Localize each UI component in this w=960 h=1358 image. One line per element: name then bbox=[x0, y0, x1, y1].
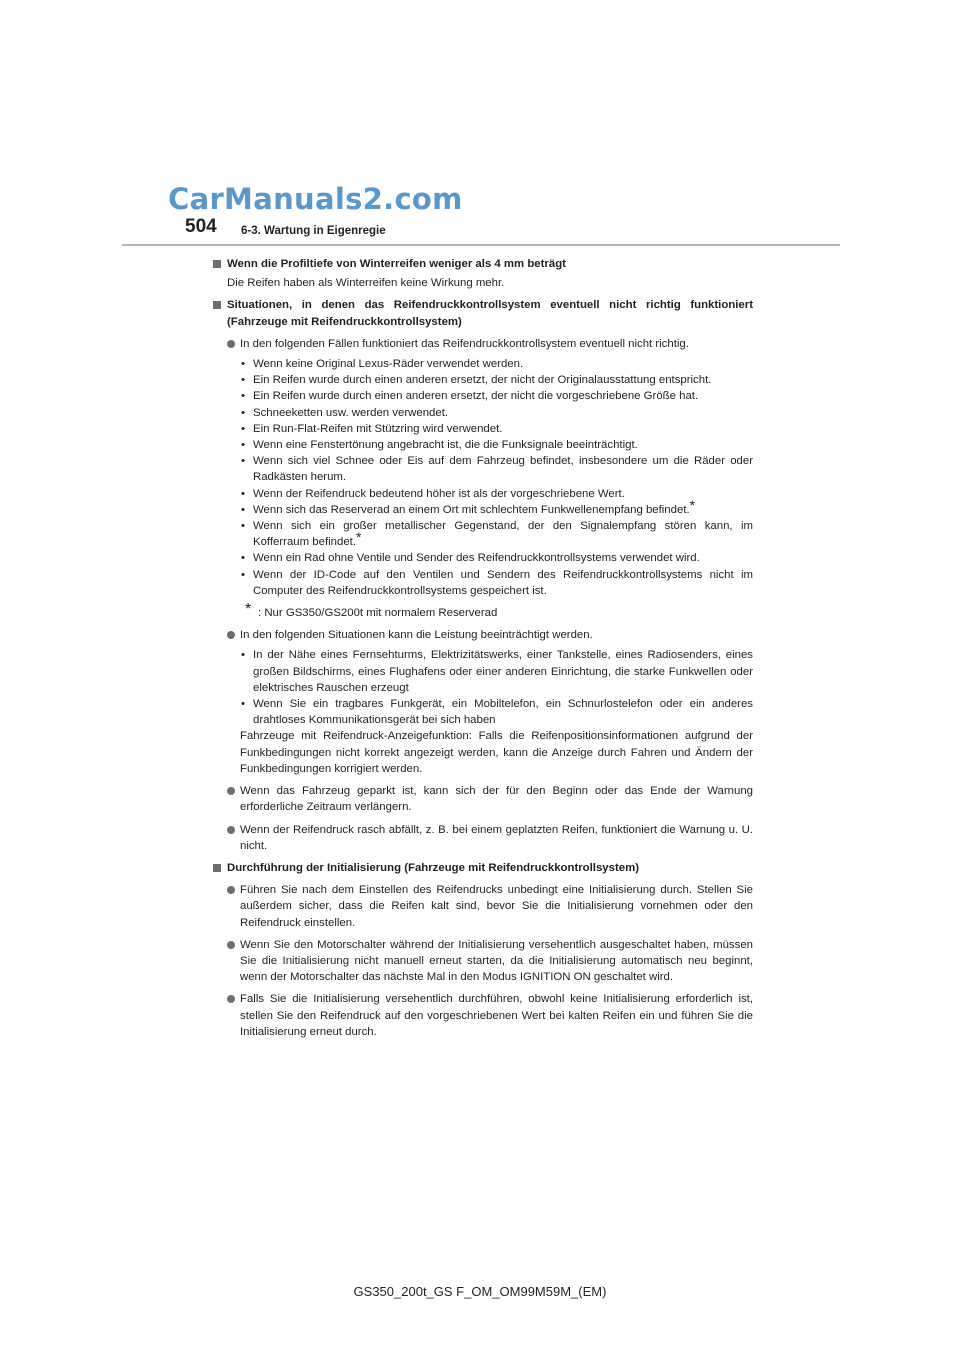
circle-bullet-icon bbox=[227, 631, 235, 639]
square-bullet-icon bbox=[213, 301, 221, 309]
sub-list-item: • Ein Reifen wurde durch einen anderen ersetzt, der nicht die vorgeschriebene Größe hat. bbox=[241, 390, 699, 403]
sub-list-item: • Wenn der Reifendruck bedeutend höher ist als der vorgeschriebene Wert. bbox=[241, 487, 625, 500]
sub-list-item: • Wenn keine Original Lexus-Räder verwendet werden. bbox=[241, 358, 524, 371]
footnote-star: * bbox=[245, 601, 252, 619]
sub-list-item: • Ein Run-Flat-Reifen mit Stützring wird verwendet. bbox=[241, 422, 503, 435]
list-item: Wenn das Fahrzeug geparkt ist, kann sich der für den Beginn oder das Ende der Warnung erforderliche Zeitraum verlängern. bbox=[213, 783, 753, 815]
square-bullet-icon bbox=[213, 864, 221, 872]
sub-list-item: • Wenn eine Fenstertönung angebracht ist, die die Funksignale beeinträchtigt. bbox=[241, 439, 638, 452]
page-content bbox=[213, 256, 753, 1040]
circle-bullet-icon bbox=[227, 886, 235, 894]
square-bullet-icon bbox=[213, 260, 221, 268]
paragraph: Die Reifen haben als Winterreifen keine Wirkung mehr. bbox=[227, 277, 505, 290]
footnote: * : Nur GS350/GS200t mit normalem Reserverad bbox=[245, 601, 498, 620]
list-item: Führen Sie nach dem Einstellen des Reifendrucks unbedingt eine Initialisierung durch. Stellen Sie außerdem sicher, dass die Reifen kalt sind, bevor Sie die Initialisierung vornehmen oder den Reifendruck einstellen. bbox=[213, 882, 753, 931]
circle-bullet-icon bbox=[227, 995, 235, 1003]
circle-bullet-icon bbox=[227, 340, 235, 348]
footnote-star: * bbox=[689, 496, 696, 513]
list-item: Falls Sie die Initialisierung versehentlich durchführen, obwohl keine Initialisierung erforderlich ist, stellen Sie den Reifendruck auf den vorgeschriebenen Wert bei kalten Reifen ein und führen Sie die Initialisierung erneut durch. bbox=[213, 991, 753, 1040]
circle-bullet-icon bbox=[227, 941, 235, 949]
sub-list-item: • Wenn sich viel Schnee oder Eis auf dem Fahrzeug befindet, insbesondere um die Räder oder Radkästen herum. bbox=[241, 455, 753, 484]
circle-bullet-icon bbox=[227, 826, 235, 834]
sub-list-item: • Wenn sich ein großer metallischer Gegenstand, der den Signalempfang stören kann, im Kofferraum befindet.* bbox=[241, 520, 753, 549]
section-heading: Situationen, in denen das Reifendruckkontrollsystem eventuell nicht richtig funktioniert (Fahrzeuge mit Reifendruckkontrollsystem) bbox=[213, 297, 753, 329]
list-item: In den folgenden Situationen kann die Leistung beeinträchtigt werden. bbox=[213, 627, 753, 643]
section-title: 6-3. Wartung in Eigenregie bbox=[241, 225, 386, 237]
page-number: 504 bbox=[185, 216, 217, 237]
watermark-logo: CarManuals2.com bbox=[168, 182, 463, 216]
document-code: GS350_200t_GS F_OM_OM99M59M_(EM) bbox=[353, 1284, 607, 1299]
list-item: In den folgenden Fällen funktioniert das Reifendruckkontrollsystem eventuell nicht richtig. bbox=[213, 336, 753, 352]
sub-list-item: • Wenn ein Rad ohne Ventile und Sender des Reifendruckkontrollsystems verwendet wird. bbox=[241, 552, 700, 565]
list-item: Wenn der Reifendruck rasch abfällt, z. B. bei einem geplatzten Reifen, funktioniert die Warnung u. U. nicht. bbox=[213, 822, 753, 854]
sub-list-item: • Ein Reifen wurde durch einen anderen ersetzt, der nicht der Originalausstattung entspricht. bbox=[241, 374, 712, 387]
sub-list-item: • Wenn sich das Reserverad an einem Ort mit schlechtem Funkwellenempfang befindet.* bbox=[241, 496, 696, 516]
section-heading: Wenn die Profiltiefe von Winterreifen weniger als 4 mm beträgt bbox=[213, 256, 753, 272]
circle-bullet-icon bbox=[227, 787, 235, 795]
sub-list-item: • In der Nähe eines Fernsehturms, Elektrizitätswerks, einer Tankstelle, eines Radiosenders, eines großen Bildschirms, eines Flughafens oder einer anderen Einrichtung, die starke Funkwellen oder elektrisches Rauschen erzeugt bbox=[241, 649, 753, 694]
list-item: Wenn Sie den Motorschalter während der Initialisierung versehentlich ausgeschaltet haben, müssen Sie die Initialisierung nicht manuell erneut starten, da die Initialisierung automatisch neu beginnt, wenn der Motorschalter das nächste Mal in den Modus IGNITION ON geschaltet wird. bbox=[213, 937, 753, 986]
footnote-star: * bbox=[356, 529, 362, 546]
sub-list-item: • Wenn Sie ein tragbares Funkgerät, ein Mobiltelefon, ein Schnurlostelefon oder ein anderes drahtloses Kommunikationsgerät bei sich haben bbox=[241, 698, 753, 727]
sub-list bbox=[213, 647, 753, 728]
sub-list bbox=[213, 356, 753, 599]
paragraph: Fahrzeuge mit Reifendruck-Anzeigefunktion: Falls die Reifenpositionsinformationen aufgrund der Funkbedingungen nicht korrekt angezeigt werden, kann die Anzeige durch Fahren und Ändern der Funkbedingungen korrigiert werden. bbox=[240, 730, 753, 775]
header-divider bbox=[122, 244, 840, 246]
sub-list-item: • Schneeketten usw. werden verwendet. bbox=[241, 406, 449, 419]
sub-list-item: • Wenn der ID-Code auf den Ventilen und Sendern des Reifendruckkontrollsystems nicht im Computer des Reifendruckkontrollsystems gespeichert ist. bbox=[241, 568, 753, 597]
section-heading: Durchführung der Initialisierung (Fahrzeuge mit Reifendruckkontrollsystem) bbox=[213, 860, 753, 876]
